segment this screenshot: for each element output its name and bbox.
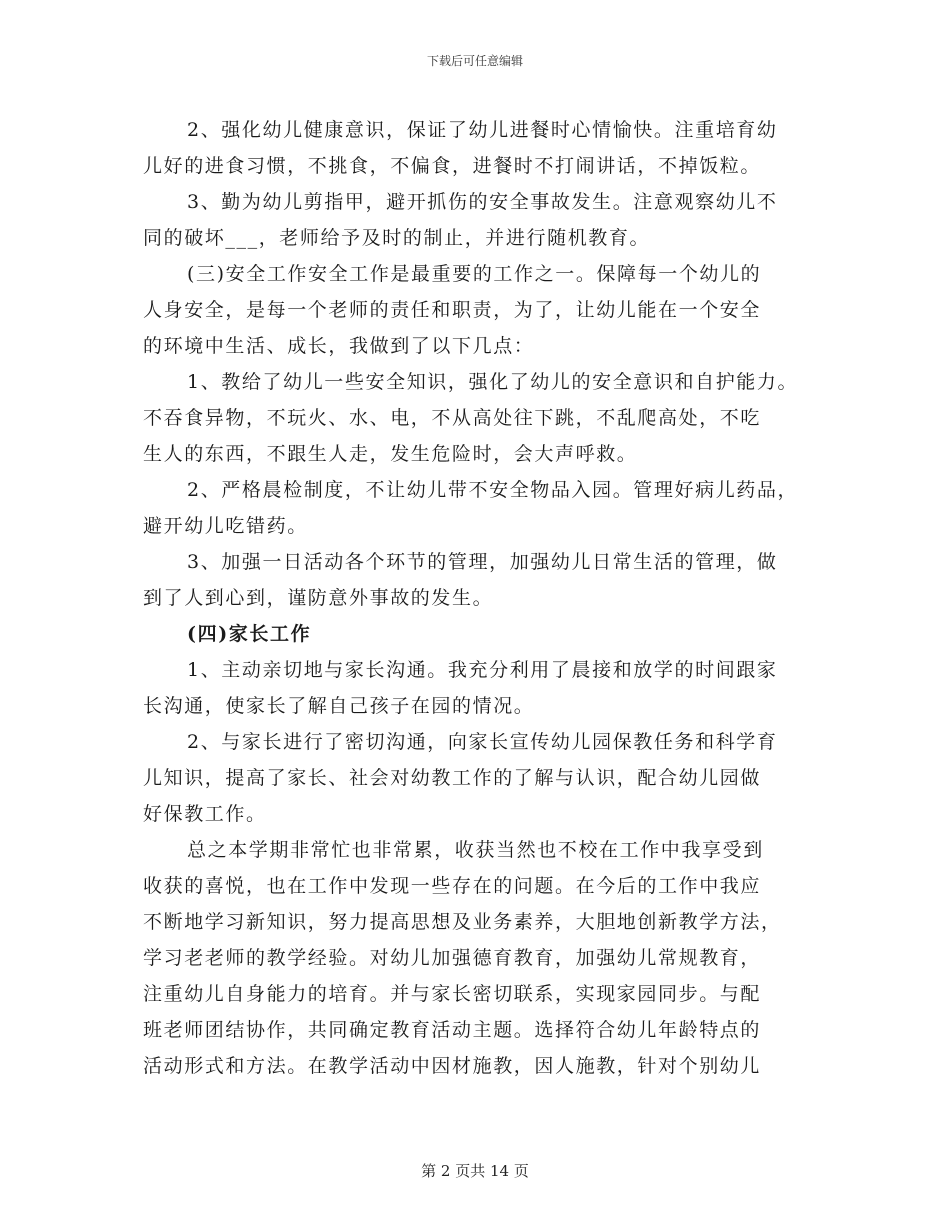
text-line: 2、与家长进行了密切沟通，向家长宣传幼儿园保教任务和科学育	[187, 731, 778, 753]
text-line: 1、教给了幼儿一些安全知识，强化了幼儿的安全意识和自护能力。	[187, 371, 799, 393]
text-line: 长沟通，使家长了解自己孩子在园的情况。	[143, 695, 535, 717]
text-line: 避开幼儿吃错药。	[143, 515, 308, 537]
page-header: 下载后可任意编辑	[426, 54, 523, 68]
section-heading: (四)家长工作	[187, 623, 312, 645]
text-line: 2、严格晨检制度，不让幼儿带不安全物品入园。管理好病儿药品，	[187, 479, 799, 501]
text-line: 1、主动亲切地与家长沟通。我充分利用了晨接和放学的时间跟家	[187, 659, 778, 681]
text-line: 不断地学习新知识，努力提高思想及业务素养，大胆地创新教学方法，	[143, 911, 782, 933]
text-line: 学习老老师的教学经验。对幼儿加强德育教育，加强幼儿常规教育，	[143, 947, 762, 969]
text-line: 好保教工作。	[143, 803, 267, 825]
text-line: 不吞食异物，不玩火、水、电，不从高处往下跳，不乱爬高处，不吃	[143, 407, 762, 429]
text-line: 人身安全，是每一个老师的责任和职责，为了，让幼儿能在一个安全	[143, 299, 762, 321]
text-line: 班老师团结协作，共同确定教育活动主题。选择符合幼儿年龄特点的	[143, 1019, 762, 1041]
text-line: (三)安全工作安全工作是最重要的工作之一。保障每一个幼儿的	[187, 263, 762, 285]
text-line: 生人的东西，不跟生人走，发生危险时，会大声呼救。	[143, 443, 638, 465]
text-line: 儿好的进食习惯，不挑食，不偏食，进餐时不打闹讲话，不掉饭粒。	[143, 155, 762, 177]
text-line: 同的破坏___，老师给予及时的制止，并进行随机教育。	[143, 227, 651, 249]
text-line: 2、强化幼儿健康意识，保证了幼儿进餐时心情愉快。注重培育幼	[187, 119, 778, 141]
document-body	[143, 112, 843, 1084]
text-line: 的环境中生活、成长，我做到了以下几点：	[143, 335, 535, 357]
page-footer: 第 2 页共 14 页	[421, 1162, 529, 1180]
text-line: 到了人到心到，谨防意外事故的发生。	[143, 587, 494, 609]
text-line: 注重幼儿自身能力的培育。并与家长密切联系，实现家园同步。与配	[143, 983, 762, 1005]
text-line: 儿知识，提高了家长、社会对幼教工作的了解与认识，配合幼儿园做	[143, 767, 762, 789]
text-line: 3、勤为幼儿剪指甲，避开抓伤的安全事故发生。注意观察幼儿不	[187, 191, 778, 213]
text-line: 总之本学期非常忙也非常累，收获当然也不校在工作中我享受到	[187, 839, 764, 861]
text-line: 活动形式和方法。在教学活动中因材施教，因人施教，针对个别幼儿	[143, 1055, 762, 1077]
text-line: 收获的喜悦，也在工作中发现一些存在的问题。在今后的工作中我应	[143, 875, 762, 897]
text-line: 3、加强一日活动各个环节的管理，加强幼儿日常生活的管理，做	[187, 551, 778, 573]
